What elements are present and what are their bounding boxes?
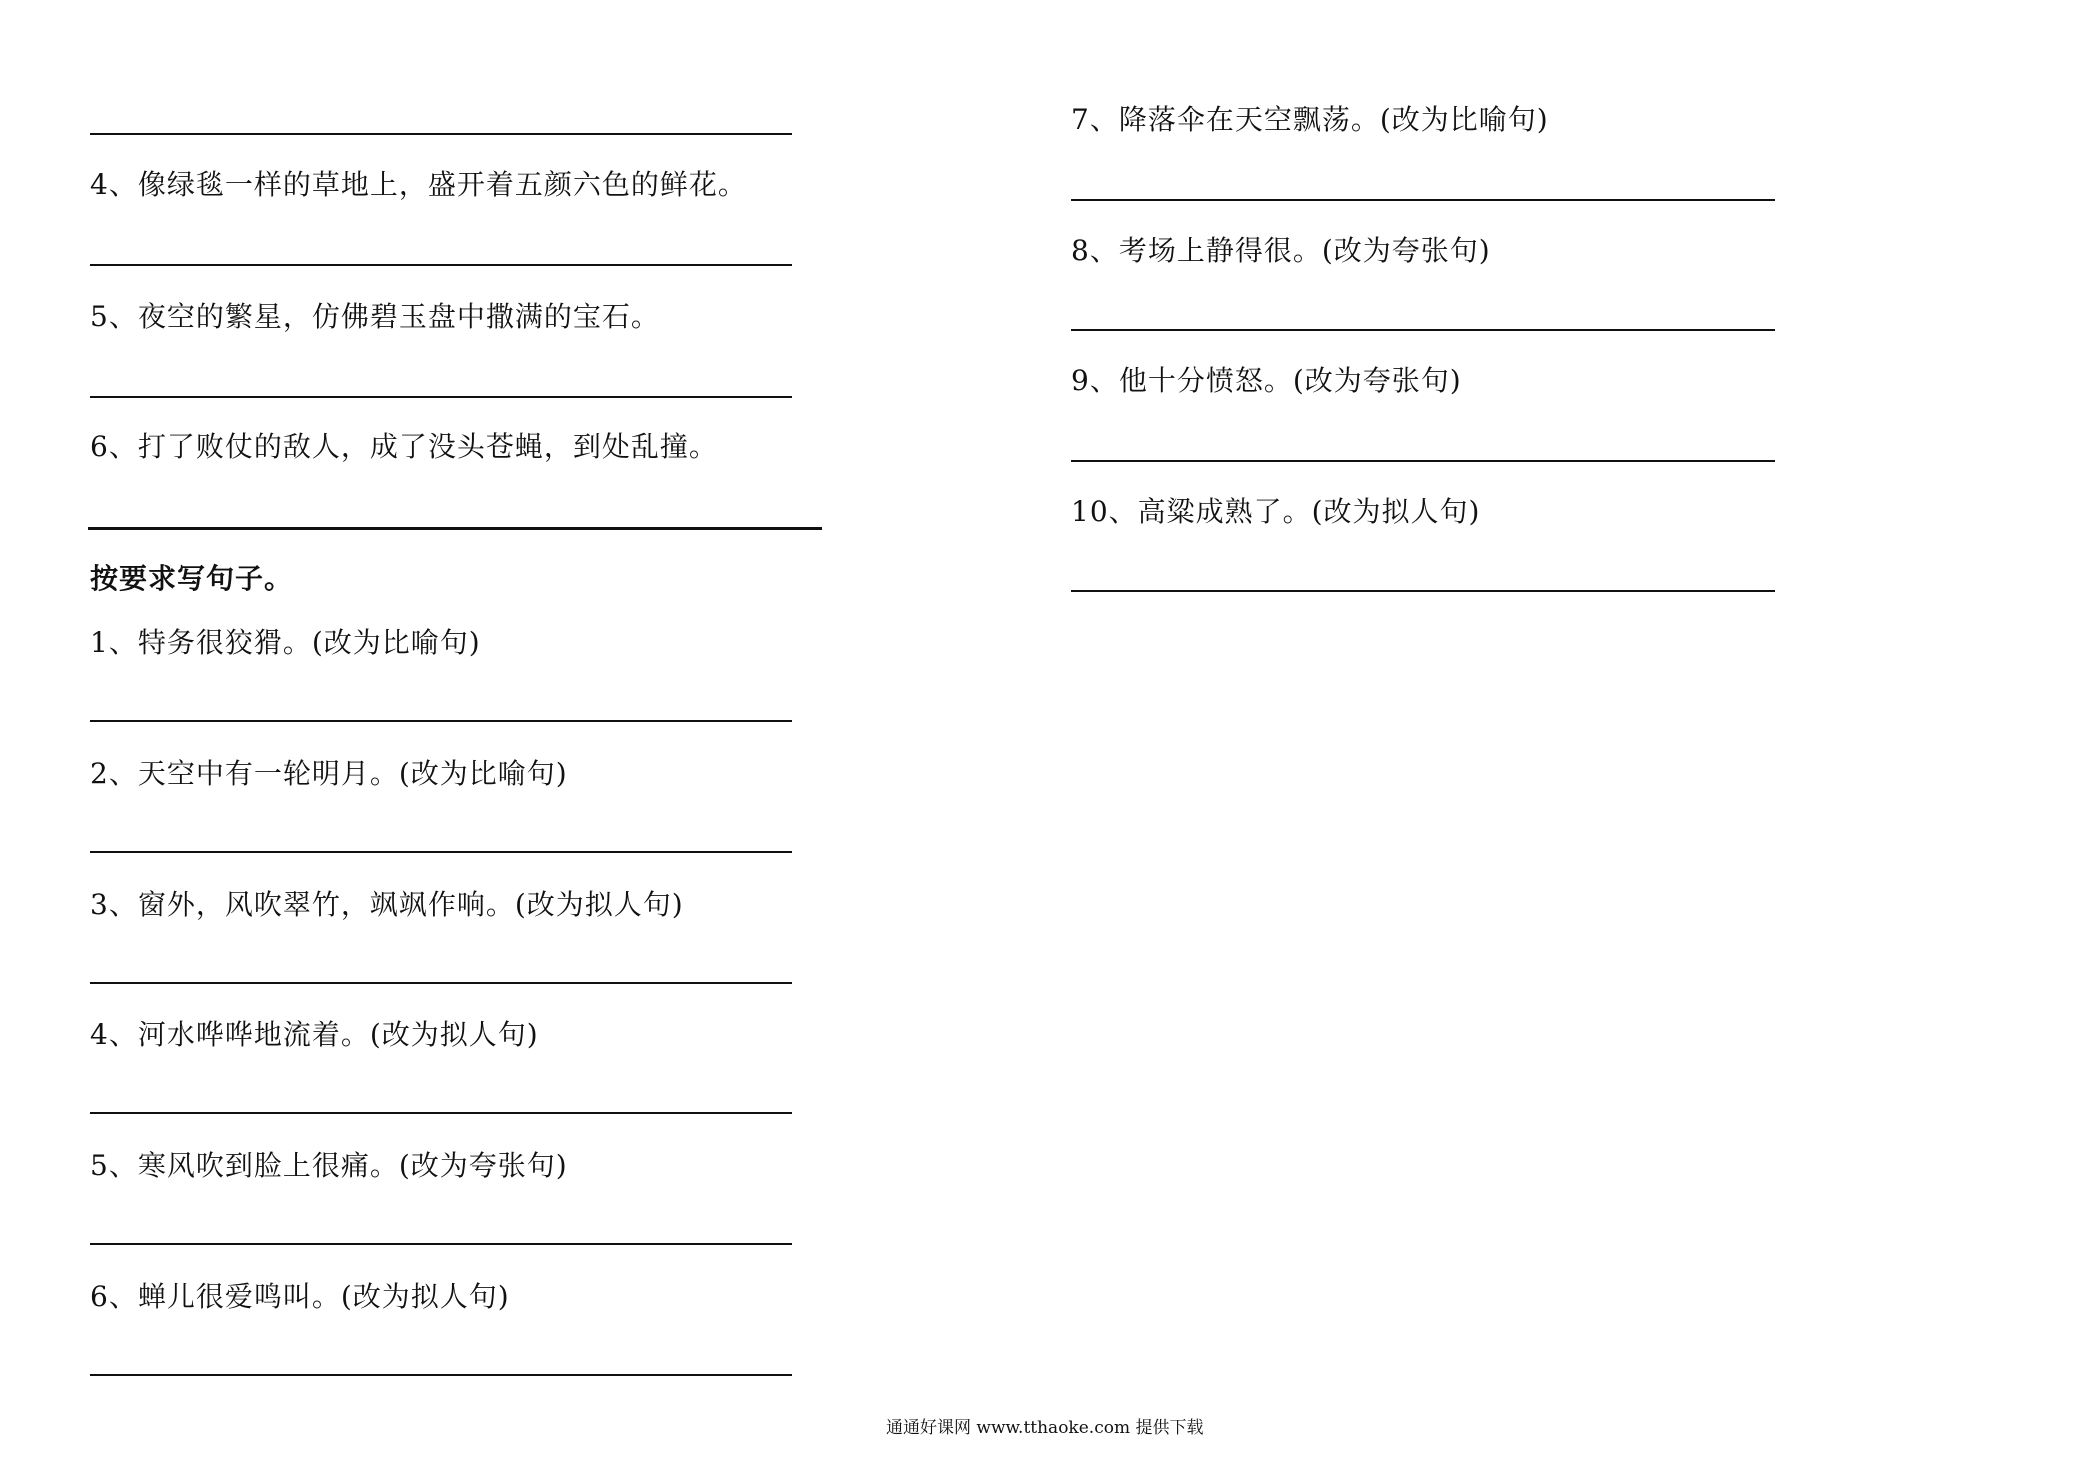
answer-line[interactable] (1071, 590, 1775, 592)
question-item: 6、蝉儿很爱鸣叫。(改为拟人句) (90, 1280, 510, 1313)
question-item: 8、考场上静得很。(改为夸张句) (1071, 234, 1491, 267)
answer-line[interactable] (1071, 460, 1775, 462)
question-item: 7、降落伞在天空飘荡。(改为比喻句) (1071, 103, 1549, 136)
answer-line[interactable] (90, 720, 792, 722)
answer-line[interactable] (90, 1243, 792, 1245)
question-item: 4、河水哗哗地流着。(改为拟人句) (90, 1018, 539, 1051)
answer-line[interactable] (90, 1374, 792, 1376)
answer-line[interactable] (90, 851, 792, 853)
question-item: 6、打了败仗的敌人，成了没头苍蝇，到处乱撞。 (90, 430, 718, 463)
question-item: 9、他十分愤怒。(改为夸张句) (1071, 364, 1462, 397)
answer-line[interactable] (1071, 329, 1775, 331)
question-item: 5、夜空的繁星，仿佛碧玉盘中撒满的宝石。 (90, 300, 660, 333)
section-divider (88, 527, 822, 530)
question-item: 3、窗外，风吹翠竹，飒飒作响。(改为拟人句) (90, 888, 684, 921)
question-item: 1、特务很狡猾。(改为比喻句) (90, 626, 481, 659)
answer-line[interactable] (90, 396, 792, 398)
answer-line[interactable] (90, 133, 792, 135)
question-item: 5、寒风吹到脸上很痛。(改为夸张句) (90, 1149, 568, 1182)
answer-line[interactable] (90, 1112, 792, 1114)
answer-line[interactable] (90, 264, 792, 266)
question-item: 10、高粱成熟了。(改为拟人句) (1071, 495, 1481, 528)
footer-source: 通通好课网 www.tthaoke.com 提供下载 (886, 1418, 1204, 1438)
answer-line[interactable] (90, 982, 792, 984)
answer-line[interactable] (1071, 199, 1775, 201)
section-title: 按要求写句子。 (90, 562, 294, 595)
question-item: 4、像绿毯一样的草地上，盛开着五颜六色的鲜花。 (90, 168, 747, 201)
question-item: 2、天空中有一轮明月。(改为比喻句) (90, 757, 568, 790)
